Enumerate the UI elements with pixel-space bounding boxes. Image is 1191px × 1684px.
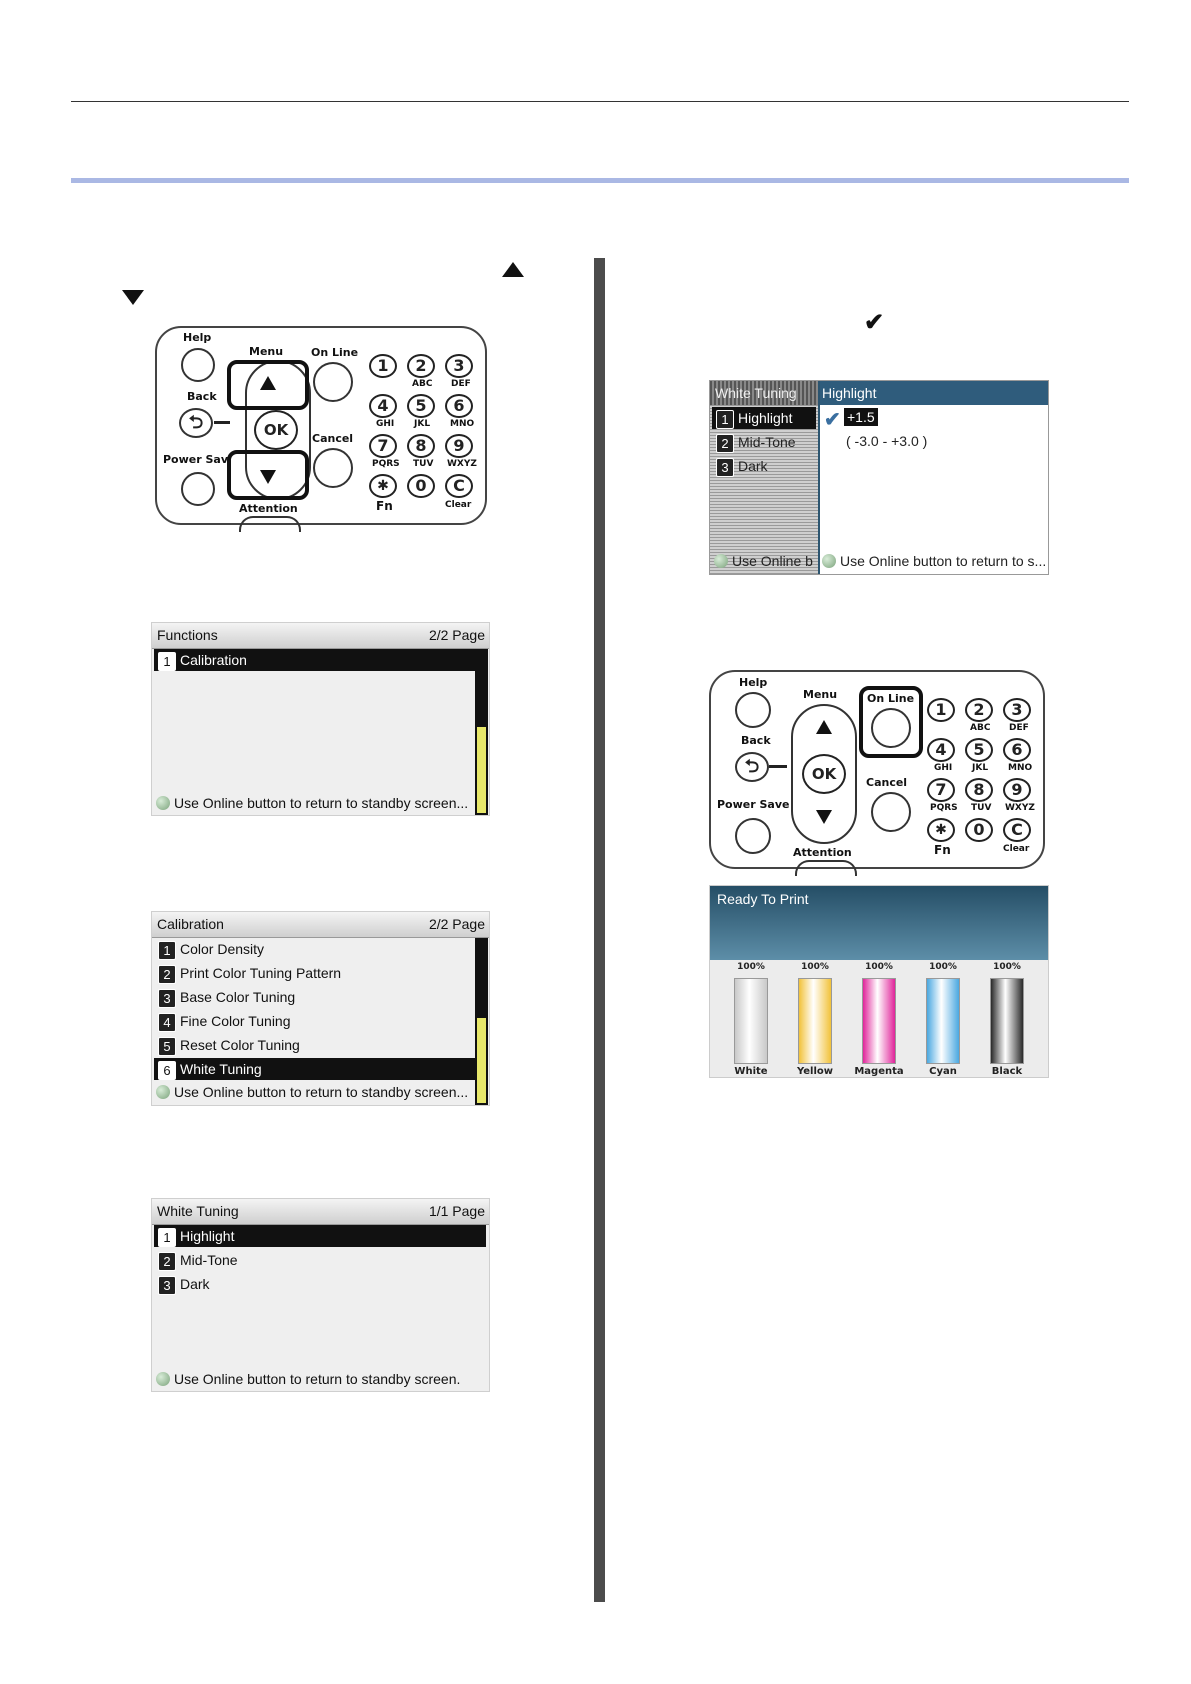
key-7-sub: PQRS: [930, 803, 958, 813]
scroll-thumb[interactable]: [477, 1018, 486, 1103]
key-2[interactable]: 2: [965, 698, 993, 722]
value-range: ( -3.0 - +3.0 ): [846, 433, 928, 449]
toner-gauge-white: [734, 978, 768, 1064]
power-save-label: Power Sav: [163, 453, 229, 466]
menu-down-button[interactable]: [816, 810, 832, 824]
status-text: Ready To Print: [717, 891, 809, 907]
online-led-icon: [822, 554, 836, 568]
attention-lamp: [239, 516, 301, 532]
online-label: On Line: [867, 692, 915, 705]
key-8-sub: TUV: [971, 803, 992, 813]
menu-up-button[interactable]: [816, 720, 832, 734]
check-icon: ✔: [824, 409, 841, 431]
key-0[interactable]: 0: [407, 474, 435, 498]
screen-title: White Tuning: [157, 1203, 239, 1219]
menu-up-button[interactable]: [260, 376, 276, 390]
header-rule: [71, 101, 1129, 102]
clear-label: Clear: [445, 500, 472, 510]
page-indicator: 2/2 Page: [428, 916, 485, 932]
bg-footer: Use Online b: [714, 553, 813, 569]
toner-name-black: Black: [991, 1066, 1023, 1077]
toner-name-white: White: [734, 1066, 768, 1077]
white-tuning-screen: [151, 1198, 490, 1392]
key-4-sub: GHI: [376, 419, 395, 429]
menu-item-reset-color-tuning[interactable]: 5 Reset Color Tuning: [154, 1034, 486, 1056]
cancel-button[interactable]: [871, 792, 911, 832]
help-label: Help: [183, 331, 212, 344]
attention-lamp: [795, 860, 857, 876]
calibration-screen: [151, 911, 490, 1106]
key-9[interactable]: 9: [1003, 778, 1031, 802]
toner-gauge-yellow: [798, 978, 832, 1064]
help-label: Help: [739, 676, 768, 689]
back-button[interactable]: ⮌: [179, 408, 213, 438]
toner-level-yellow: 100%: [801, 962, 829, 972]
key-3[interactable]: 3: [1003, 698, 1031, 722]
online-led-icon: [156, 796, 170, 810]
scrollbar[interactable]: [475, 938, 488, 1105]
key-9-sub: WXYZ: [1005, 803, 1035, 813]
status-footer: Use Online button to return to s...: [822, 553, 1046, 569]
screen-header: [152, 1199, 489, 1225]
key-3[interactable]: 3: [445, 354, 473, 378]
cancel-button[interactable]: [313, 448, 353, 488]
down-arrow-icon: [122, 290, 144, 305]
key-7-sub: PQRS: [372, 459, 400, 469]
attention-label: Attention: [239, 502, 298, 515]
key-7[interactable]: 7: [369, 434, 397, 458]
up-arrow-icon: [502, 262, 524, 277]
attention-label: Attention: [793, 846, 852, 859]
scroll-thumb[interactable]: [477, 727, 486, 813]
key-8[interactable]: 8: [965, 778, 993, 802]
power-save-button[interactable]: [735, 818, 771, 854]
highlight-value-screen: [709, 380, 1049, 575]
back-label: Back: [741, 734, 771, 747]
toner-level-black: 100%: [993, 962, 1021, 972]
key-clear[interactable]: C: [445, 474, 473, 498]
key-asterisk[interactable]: ✱: [369, 474, 397, 498]
online-led-icon: [156, 1372, 170, 1386]
menu-item-print-color-tuning-pattern[interactable]: 2 Print Color Tuning Pattern: [154, 962, 486, 984]
key-6-sub: MNO: [1008, 763, 1033, 773]
ok-button[interactable]: OK: [802, 754, 846, 794]
key-5[interactable]: 5: [965, 738, 993, 762]
key-4-sub: GHI: [934, 763, 953, 773]
online-label: On Line: [311, 346, 359, 359]
cancel-label: Cancel: [312, 432, 354, 445]
bg-title: White Tuning: [715, 385, 797, 401]
key-asterisk[interactable]: ✱: [927, 818, 955, 842]
check-icon: ✔: [864, 309, 885, 336]
key-4[interactable]: 4: [927, 738, 955, 762]
ok-button[interactable]: OK: [254, 410, 298, 450]
status-footer: Use Online button to return to standby screen.: [156, 1369, 460, 1389]
connector: [769, 765, 787, 768]
menu-label: Menu: [803, 688, 838, 701]
screen-title: Functions: [157, 627, 218, 643]
key-6[interactable]: 6: [1003, 738, 1031, 762]
fn-label: Fn: [934, 843, 951, 857]
key-8[interactable]: 8: [407, 434, 435, 458]
toner-level-cyan: 100%: [929, 962, 957, 972]
background-menu: [710, 381, 818, 575]
toner-gauge-magenta: [862, 978, 896, 1064]
status-header: [710, 886, 1049, 960]
menu-item-dark[interactable]: 3 Dark: [154, 1273, 486, 1295]
fn-label: Fn: [376, 499, 393, 513]
menu-item-mid-tone[interactable]: 2 Mid-Tone: [154, 1249, 486, 1271]
key-1[interactable]: 1: [369, 354, 397, 378]
connector: [214, 421, 230, 424]
toner-gauge-black: [990, 978, 1024, 1064]
menu-item-highlight[interactable]: 1 Highlight: [154, 1225, 486, 1247]
column-divider: [594, 258, 605, 1602]
key-1[interactable]: 1: [927, 698, 955, 722]
toner-level-magenta: 100%: [865, 962, 893, 972]
menu-item-white-tuning[interactable]: 6 White Tuning: [154, 1058, 486, 1080]
key-5-sub: JKL: [414, 419, 431, 429]
bg-item-highlight: 1 Highlight: [712, 407, 816, 429]
cancel-label: Cancel: [866, 776, 908, 789]
key-9-sub: WXYZ: [447, 459, 477, 469]
menu-item-color-density[interactable]: 1 Color Density: [154, 938, 486, 960]
key-6-sub: MNO: [450, 419, 475, 429]
page-indicator: 2/2 Page: [428, 627, 485, 643]
key-3-sub: DEF: [451, 379, 471, 389]
value-field[interactable]: +1.5: [844, 408, 878, 426]
toner-gauge-cyan: [926, 978, 960, 1064]
menu-down-button[interactable]: [260, 470, 276, 484]
toner-name-magenta: Magenta: [854, 1066, 904, 1077]
operator-panel-online: [709, 670, 1045, 869]
help-button[interactable]: [181, 348, 215, 382]
menu-item-base-color-tuning[interactable]: 3 Base Color Tuning: [154, 986, 486, 1008]
value-dialog: [818, 381, 1049, 575]
key-6[interactable]: 6: [445, 394, 473, 418]
toner-name-cyan: Cyan: [929, 1066, 957, 1077]
toner-name-yellow: Yellow: [796, 1066, 834, 1077]
key-3-sub: DEF: [1009, 723, 1029, 733]
functions-screen: [151, 622, 490, 816]
key-8-sub: TUV: [413, 459, 434, 469]
menu-label: Menu: [249, 345, 284, 358]
screen-header: [152, 912, 489, 938]
power-save-button[interactable]: [181, 472, 215, 506]
online-button[interactable]: [313, 362, 353, 402]
ready-to-print-screen: [709, 885, 1049, 1078]
section-rule: [71, 178, 1129, 183]
operator-panel-menu: [155, 326, 487, 525]
key-5[interactable]: 5: [407, 394, 435, 418]
online-led-icon: [156, 1085, 170, 1099]
scrollbar[interactable]: [475, 649, 488, 815]
menu-item-fine-color-tuning[interactable]: 4 Fine Color Tuning: [154, 1010, 486, 1032]
key-9[interactable]: 9: [445, 434, 473, 458]
toner-level-white: 100%: [737, 962, 765, 972]
key-4[interactable]: 4: [369, 394, 397, 418]
key-clear[interactable]: C: [1003, 818, 1031, 842]
power-save-label: Power Save: [717, 798, 790, 811]
key-0[interactable]: 0: [965, 818, 993, 842]
status-footer: Use Online button to return to standby screen...: [156, 793, 468, 813]
online-button[interactable]: [871, 708, 911, 748]
bg-item-dark: 3 Dark: [712, 455, 768, 477]
bg-item-mid-tone: 2 Mid-Tone: [712, 431, 796, 453]
screen-header: [152, 623, 489, 649]
status-footer: Use Online button to return to standby screen...: [156, 1082, 468, 1102]
menu-item-calibration[interactable]: 1 Calibration: [154, 649, 486, 671]
page-indicator: 1/1 Page: [428, 1203, 485, 1219]
key-5-sub: JKL: [972, 763, 989, 773]
key-7[interactable]: 7: [927, 778, 955, 802]
clear-label: Clear: [1003, 844, 1030, 854]
help-button[interactable]: [735, 692, 771, 728]
back-button[interactable]: ⮌: [735, 752, 769, 782]
key-2[interactable]: 2: [407, 354, 435, 378]
key-2-sub: ABC: [970, 723, 991, 733]
back-label: Back: [187, 390, 217, 403]
screen-title: Calibration: [157, 916, 224, 932]
key-2-sub: ABC: [412, 379, 433, 389]
dialog-title: Highlight: [822, 385, 877, 401]
